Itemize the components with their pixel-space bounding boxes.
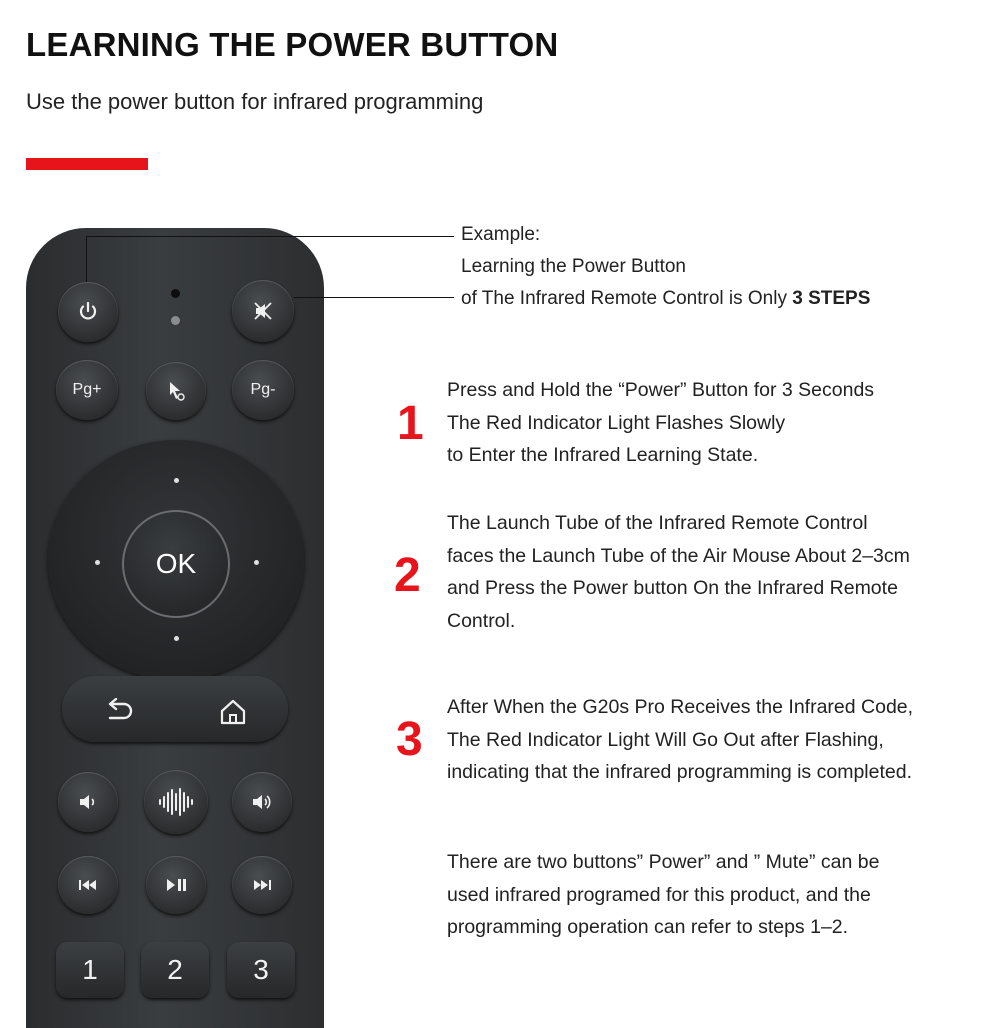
step-2-line: The Launch Tube of the Infrared Remote Control xyxy=(447,512,868,534)
leader-line-power-vertical xyxy=(86,237,87,282)
leader-line-power-horizontal xyxy=(86,236,454,237)
number-key-1 xyxy=(56,942,124,998)
number-key-label: 2 xyxy=(167,954,183,985)
microphone-hole xyxy=(171,316,180,325)
example-heading: Example: xyxy=(461,224,541,245)
next-icon xyxy=(252,878,272,892)
play-pause-button xyxy=(146,856,206,914)
number-key-2 xyxy=(141,942,209,998)
example-line-3-text: of The Infrared Remote Control is Only xyxy=(461,288,793,309)
page-down-button xyxy=(232,360,294,420)
cursor-icon xyxy=(165,379,187,403)
note-line: programming operation can refer to steps 1–2. xyxy=(447,916,849,938)
back-home-rocker xyxy=(62,676,288,742)
example-line-3 xyxy=(461,288,870,310)
mute-button xyxy=(232,280,294,342)
previous-button xyxy=(58,856,118,914)
back-icon xyxy=(104,698,136,726)
voice-wave-icon xyxy=(156,787,196,817)
step-2-line: faces the Launch Tube of the Air Mouse About 2–3cm xyxy=(447,544,910,567)
step-1-text xyxy=(447,374,874,472)
page-down-label: Pg- xyxy=(250,381,276,398)
dpad-down-dot xyxy=(174,636,179,641)
next-button xyxy=(232,856,292,914)
volume-down-icon xyxy=(78,793,98,811)
page-up-button xyxy=(56,360,118,420)
dpad-left-dot xyxy=(95,560,100,565)
step-3-line: The Red Indicator Light Will Go Out after Flashing, xyxy=(447,728,884,751)
volume-down-button xyxy=(58,772,118,832)
page-up-label: Pg+ xyxy=(72,381,102,398)
number-key-label: 3 xyxy=(253,954,269,985)
play-pause-icon xyxy=(165,878,187,892)
note-line: used infrared programed for this product, and the xyxy=(447,883,871,906)
step-1-line: The Red Indicator Light Flashes Slowly xyxy=(447,411,786,434)
step-3-number: 3 xyxy=(396,713,423,766)
power-icon xyxy=(76,300,100,324)
ok-label: OK xyxy=(155,548,197,579)
power-button xyxy=(58,282,118,342)
volume-up-button xyxy=(232,772,292,832)
step-2-line: and Press the Power button On the Infrared Remote xyxy=(447,577,898,599)
note-text xyxy=(447,846,879,944)
voice-button xyxy=(144,770,208,834)
indicator-led xyxy=(171,289,180,298)
step-2-number: 2 xyxy=(394,549,421,602)
step-3-line: indicating that the infrared programming is completed. xyxy=(447,761,912,783)
page-subtitle: Use the power button for infrared programming xyxy=(26,89,484,114)
leader-line-mute xyxy=(294,297,454,298)
mute-icon xyxy=(252,300,274,322)
dpad-right-dot xyxy=(254,560,259,565)
step-1-number: 1 xyxy=(397,397,424,450)
step-1-line: to Enter the Infrared Learning State. xyxy=(447,444,759,466)
home-icon xyxy=(218,698,248,726)
step-2-text xyxy=(447,507,910,637)
mouse-button xyxy=(146,362,206,420)
number-key-3 xyxy=(227,942,295,998)
step-2-line: Control. xyxy=(447,609,516,632)
volume-up-icon xyxy=(251,793,273,811)
number-key-label: 1 xyxy=(82,954,98,985)
page-title: LEARNING THE POWER BUTTON xyxy=(26,26,559,63)
ok-button xyxy=(122,510,230,618)
example-line-2: Learning the Power Button xyxy=(461,256,686,277)
previous-icon xyxy=(78,878,98,892)
dpad-up-dot xyxy=(174,478,179,483)
example-steps-count: 3 STEPS xyxy=(792,288,871,309)
note-line: There are two buttons” Power” and ” Mute” can be xyxy=(447,851,880,873)
step-3-text xyxy=(447,691,913,789)
step-1-line: Press and Hold the “Power” Button for 3 Seconds xyxy=(447,379,875,401)
accent-bar xyxy=(26,158,148,170)
step-3-line: After When the G20s Pro Receives the Infrared Code, xyxy=(447,696,914,718)
